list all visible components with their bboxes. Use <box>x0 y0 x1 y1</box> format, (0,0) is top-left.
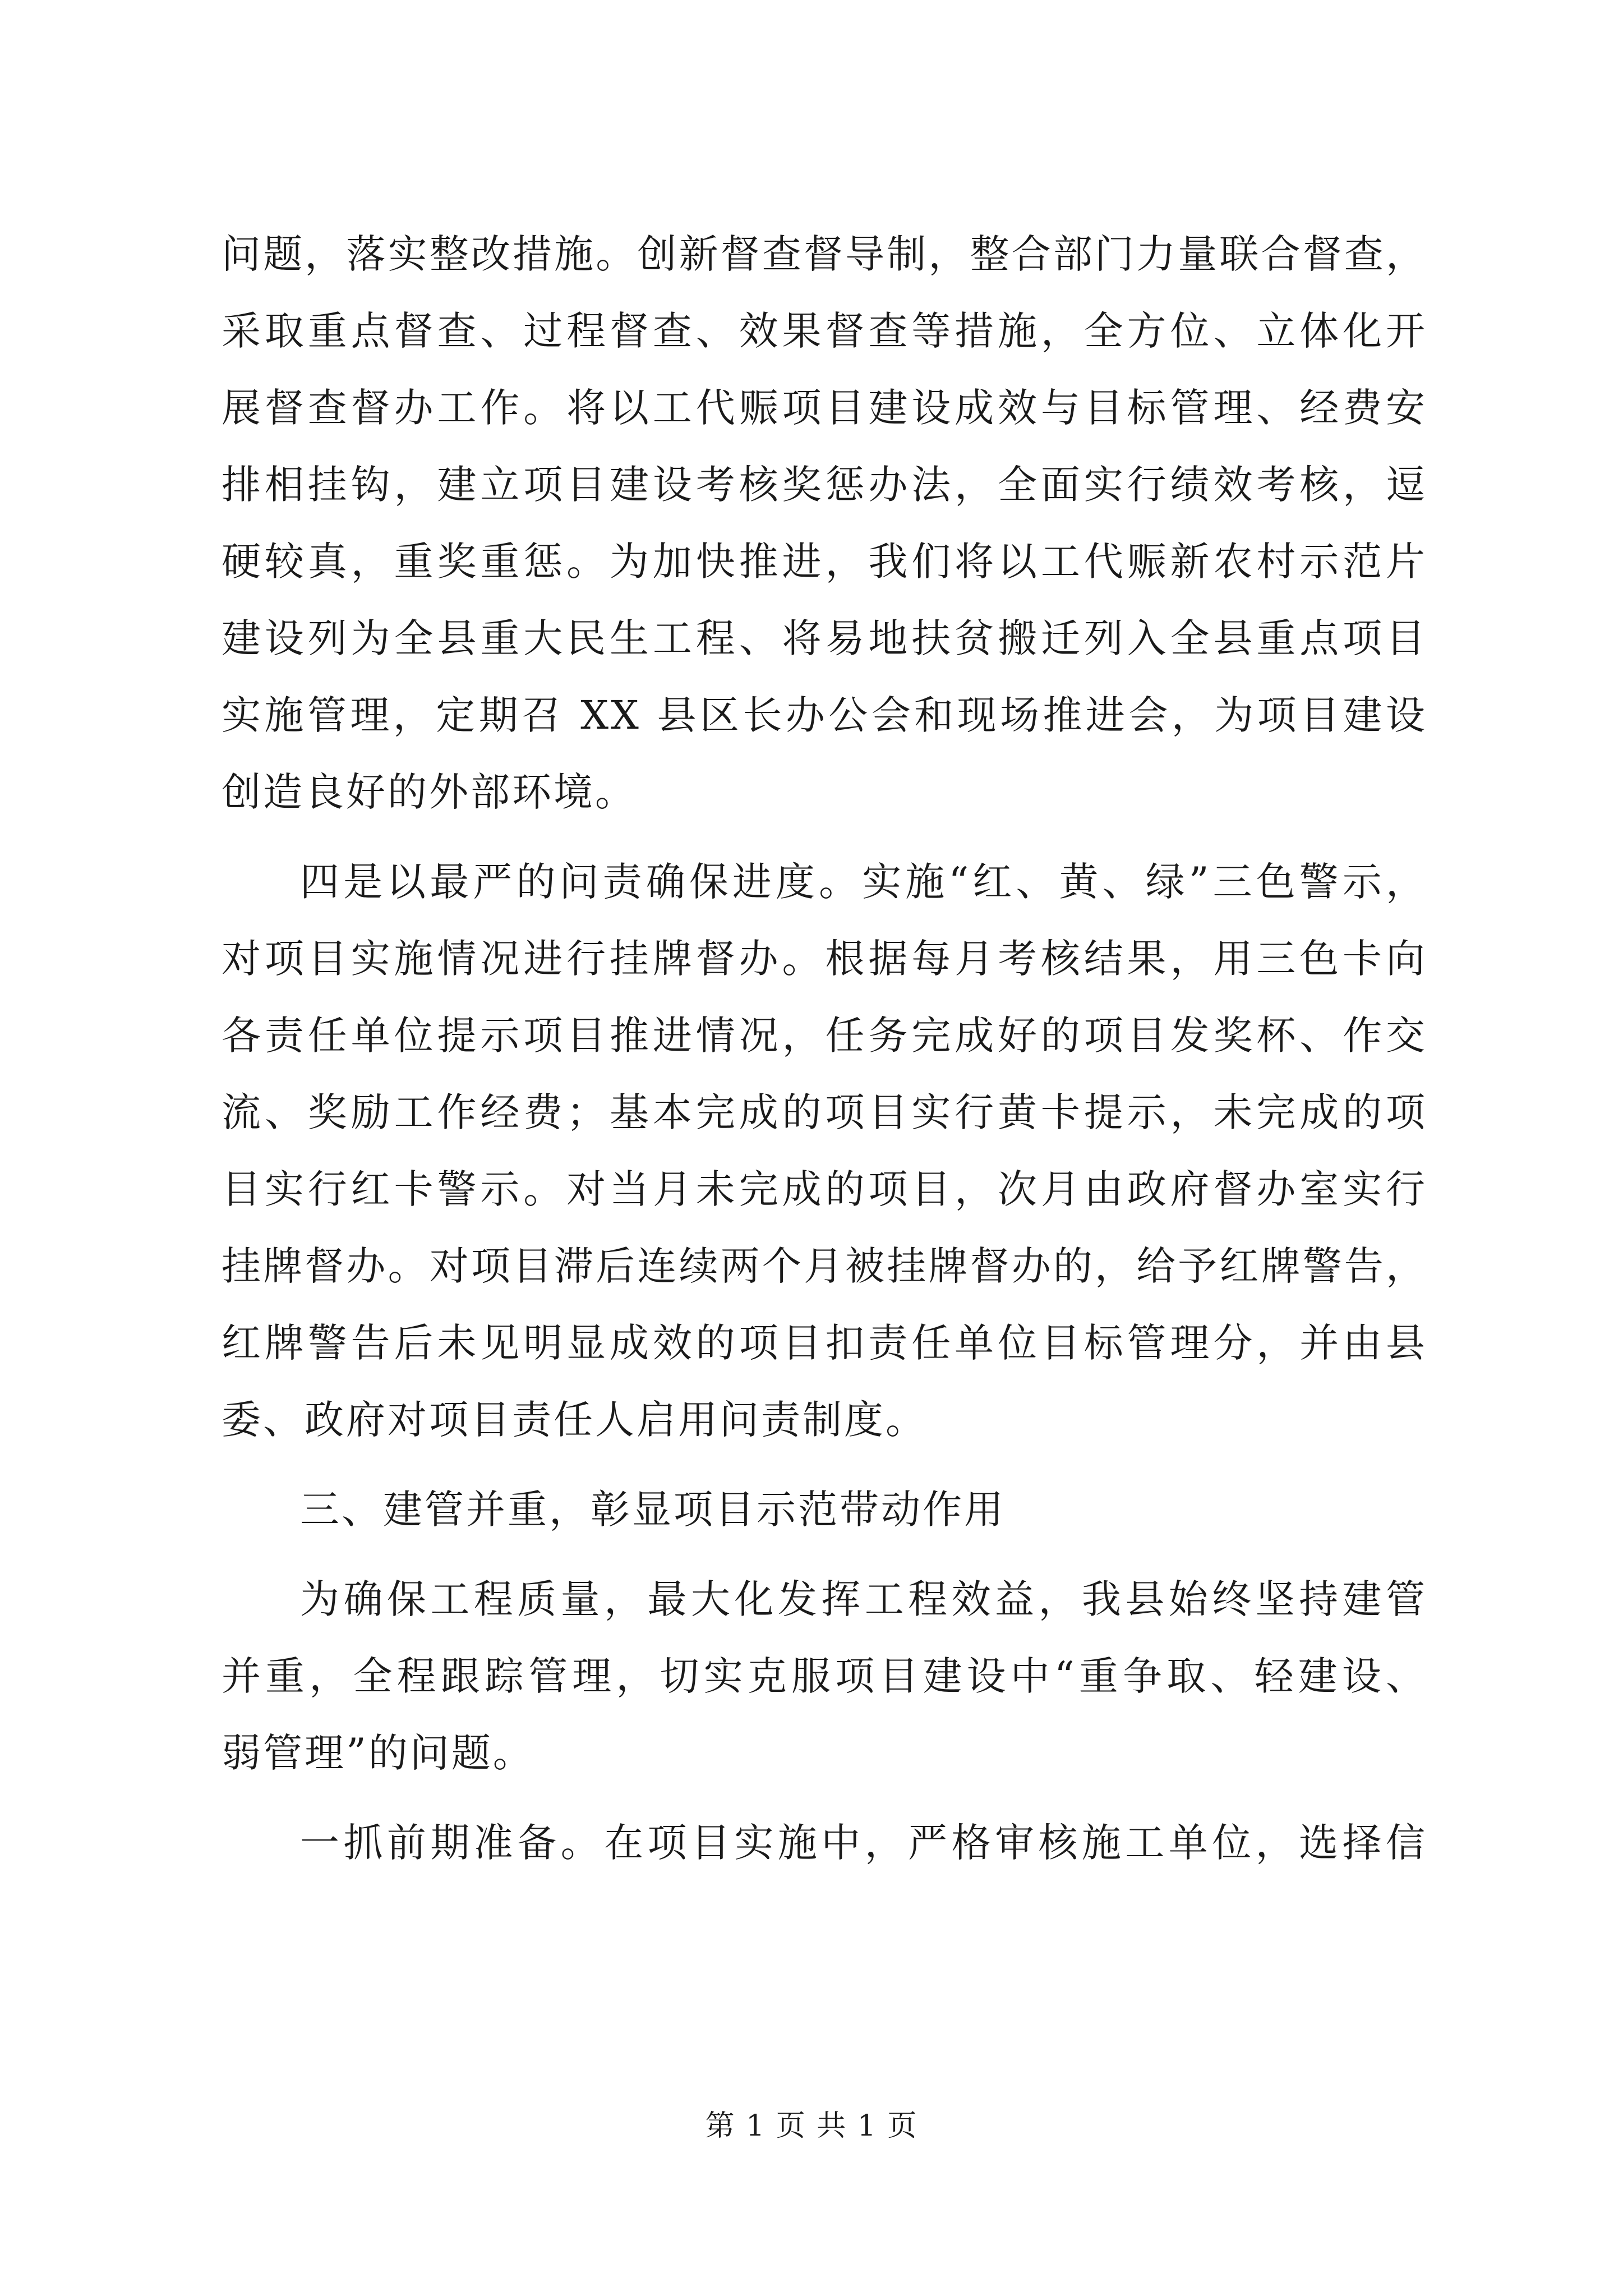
text-line: 弱管理”的问题。 <box>222 1730 534 1776</box>
text-line: 目实行红卡警示。对当月未完成的项目，次月由政府督办室实行 <box>222 1166 1427 1212</box>
text-line: 各责任单位提示项目推进情况，任务完成好的项目发奖杯、作交 <box>222 1013 1427 1059</box>
text-line: 实施管理，定期召 XX 县区长办公会和现场推进会，为项目建设 <box>222 692 1427 738</box>
text-line: 红牌警告后未见明显成效的项目扣责任单位目标管理分，并由县 <box>222 1320 1427 1366</box>
text-line: 创造良好的外部环境。 <box>222 769 637 815</box>
text-line: 采取重点督查、过程督查、效果督查等措施，全方位、立体化开 <box>222 308 1427 354</box>
section-heading: 三、建管并重，彰显项目示范带动作用 <box>300 1487 1006 1533</box>
text-line: 硬较真，重奖重惩。为加快推进，我们将以工代赈新农村示范片 <box>222 539 1427 585</box>
text-line: 为确保工程质量，最大化发挥工程效益，我县始终坚持建管 <box>300 1576 1427 1622</box>
text-line: 流、奖励工作经费；基本完成的项目实行黄卡提示，未完成的项 <box>222 1089 1427 1135</box>
text-line: 挂牌督办。对项目滞后连续两个月被挂牌督办的，给予红牌警告， <box>222 1243 1427 1289</box>
text-line: 一抓前期准备。在项目实施中，严格审核施工单位，选择信 <box>300 1820 1427 1866</box>
text-line: 四是以最严的问责确保进度。实施“红、黄、绿”三色警示， <box>300 859 1427 905</box>
text-line: 建设列为全县重大民生工程、将易地扶贫搬迁列入全县重点项目 <box>222 615 1427 661</box>
page-number: 第 1 页 共 1 页 <box>705 2109 918 2143</box>
text-line: 问题，落实整改措施。创新督查督导制，整合部门力量联合督查， <box>222 231 1427 277</box>
text-line: 展督查督办工作。将以工代赈项目建设成效与目标管理、经费安 <box>222 385 1427 431</box>
text-line: 排相挂钩，建立项目建设考核奖惩办法，全面实行绩效考核，逗 <box>222 462 1427 508</box>
text-line: 对项目实施情况进行挂牌督办。根据每月考核结果，用三色卡向 <box>222 936 1427 982</box>
text-line: 委、政府对项目责任人启用问责制度。 <box>222 1397 927 1443</box>
document-body <box>222 216 1427 1881</box>
text-line: 并重，全程跟踪管理，切实克服项目建设中“重争取、轻建设、 <box>222 1653 1427 1699</box>
